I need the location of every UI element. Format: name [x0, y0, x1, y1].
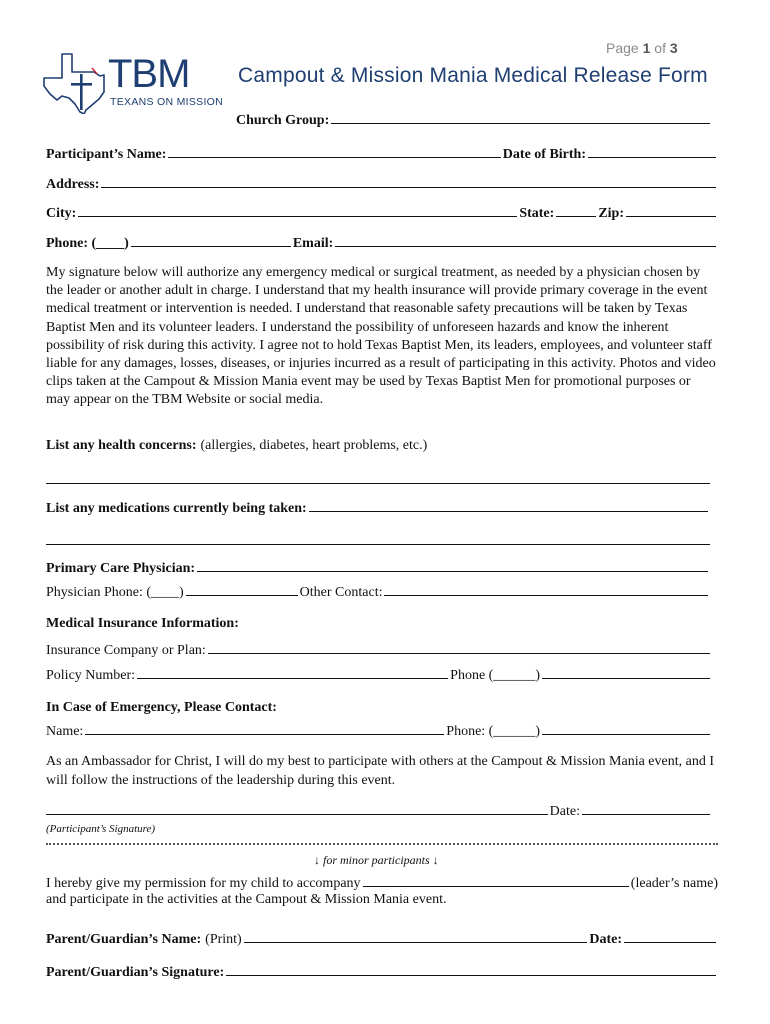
tbm-logo [42, 52, 224, 114]
insurance-phone-label: Phone (______) [450, 668, 540, 683]
consent-paragraph: My signature below will authorize any emergency medical or surgical treatment, as needed by a physician chosen by the leader or another adult in charge. I understand that my health insurance will provide primary coverage in the event medical treatment or intervention is needed. I understand that reasonable safety precautions will be taken by Texas Baptist Men and its volunteer leaders. I understand the possibility of unforeseen hazards and know the inherent possibility of risk during this activity. I agree not to hold Texas Baptist Men, its leaders, employees, and volunteer staff liable for any damages, losses, diseases, or injuries incurred as a result of participating in this activity. Photos and video clips taken at the Campout & Mission Mania event may be used by Texas Baptist Men for promotional purposes or may appear on the TBM Website or social media. [46, 265, 716, 408]
guardian-date-input[interactable] [624, 929, 716, 943]
medications-row [46, 498, 710, 518]
health-concerns-input[interactable] [46, 483, 710, 484]
physician-phone-row [46, 582, 710, 602]
participant-name-input[interactable] [168, 144, 500, 158]
medications-label: List any medications currently being taken: [46, 501, 307, 516]
ambassador-statement: As an Ambassador for Christ, I will do my best to participate with others at the Campout & Mission Mania event, and I will follow the instructions of the leadership during this event. [46, 754, 715, 788]
policy-row [46, 665, 712, 685]
health-concerns-row [46, 437, 718, 455]
address-row [46, 174, 718, 194]
state-label: State: [519, 206, 555, 221]
zip-label: Zip: [598, 206, 624, 221]
church-group-label: Church Group: [236, 113, 330, 128]
phone-input[interactable] [131, 233, 291, 247]
date-of-birth-input[interactable] [588, 144, 716, 158]
guardian-date-label: Date: [589, 932, 622, 947]
emergency-phone-input[interactable] [542, 721, 710, 735]
minor-participants-note: ↓ for minor participants ↓ [314, 853, 439, 867]
policy-number-label: Policy Number: [46, 668, 136, 683]
participant-signature-row [46, 801, 712, 821]
other-contact-input[interactable] [384, 582, 708, 596]
medications-extra-line[interactable] [46, 544, 710, 545]
physician-phone-label: Physician Phone: (____) [46, 585, 184, 600]
address-input[interactable] [101, 174, 716, 188]
address-label: Address: [46, 177, 100, 192]
insurance-heading: Medical Insurance Information: [46, 616, 239, 631]
form-title: Campout & Mission Mania Medical Release Form [238, 64, 708, 87]
guardian-name-hint: (Print) [205, 932, 242, 947]
phone-label: Phone: (____) [46, 236, 129, 251]
church-group-row [236, 110, 712, 130]
permission-text: I hereby give my permission for my child to accompany [46, 876, 361, 891]
participant-name-label: Participant’s Name: [46, 147, 167, 162]
physician-phone-input[interactable] [186, 582, 298, 596]
logo-text: TBM [108, 52, 190, 96]
phone-email-row [46, 233, 718, 253]
emergency-heading: In Case of Emergency, Please Contact: [46, 700, 277, 715]
physician-input[interactable] [197, 558, 708, 572]
permission-line-2: and participate in the activities at the Campout & Mission Mania event. [46, 892, 447, 907]
dotted-divider [46, 843, 718, 845]
page-current: 1 [642, 40, 651, 56]
insurance-company-input[interactable] [208, 640, 710, 654]
participant-date-label: Date: [549, 804, 580, 819]
emergency-row [46, 721, 712, 741]
guardian-signature-label: Parent/Guardian’s Signature: [46, 965, 225, 980]
other-contact-label: Other Contact: [299, 585, 383, 600]
policy-number-input[interactable] [137, 665, 448, 679]
state-input[interactable] [556, 203, 596, 217]
emergency-name-label: Name: [46, 724, 84, 739]
participant-signature-input[interactable] [46, 801, 548, 815]
participant-signature-caption: (Participant’s Signature) [46, 823, 156, 835]
guardian-name-input[interactable] [244, 929, 588, 943]
physician-label: Primary Care Physician: [46, 561, 196, 576]
date-of-birth-label: Date of Birth: [502, 147, 586, 162]
email-label: Email: [292, 236, 334, 251]
guardian-name-row [46, 929, 718, 949]
emergency-phone-label: Phone: (______) [446, 724, 540, 739]
leader-name-input[interactable] [363, 873, 629, 887]
insurance-company-row [46, 640, 712, 660]
participant-row [46, 144, 718, 164]
guardian-signature-input[interactable] [226, 962, 716, 976]
emergency-name-input[interactable] [85, 721, 444, 735]
city-label: City: [46, 206, 77, 221]
participant-date-input[interactable] [582, 801, 710, 815]
email-input[interactable] [335, 233, 716, 247]
page-of: of [654, 40, 666, 56]
insurance-phone-input[interactable] [542, 665, 710, 679]
permission-row [46, 873, 718, 893]
guardian-signature-row [46, 962, 718, 982]
insurance-company-label: Insurance Company or Plan: [46, 643, 206, 658]
physician-row [46, 558, 710, 578]
city-input[interactable] [78, 203, 517, 217]
medications-input[interactable] [309, 498, 708, 512]
logo-subtitle: TEXANS ON MISSION [110, 96, 224, 108]
guardian-name-label: Parent/Guardian’s Name: [46, 932, 202, 947]
leader-name-caption: (leader’s name) [630, 876, 718, 891]
page-total: 3 [669, 40, 678, 56]
page-label: Page [606, 40, 639, 56]
city-row [46, 203, 718, 223]
health-concerns-label: List any health concerns: [46, 438, 197, 453]
zip-input[interactable] [626, 203, 716, 217]
church-group-input[interactable] [331, 110, 710, 124]
health-concerns-hint: (allergies, diabetes, heart problems, etc.) [200, 438, 428, 453]
page-number [606, 40, 678, 56]
